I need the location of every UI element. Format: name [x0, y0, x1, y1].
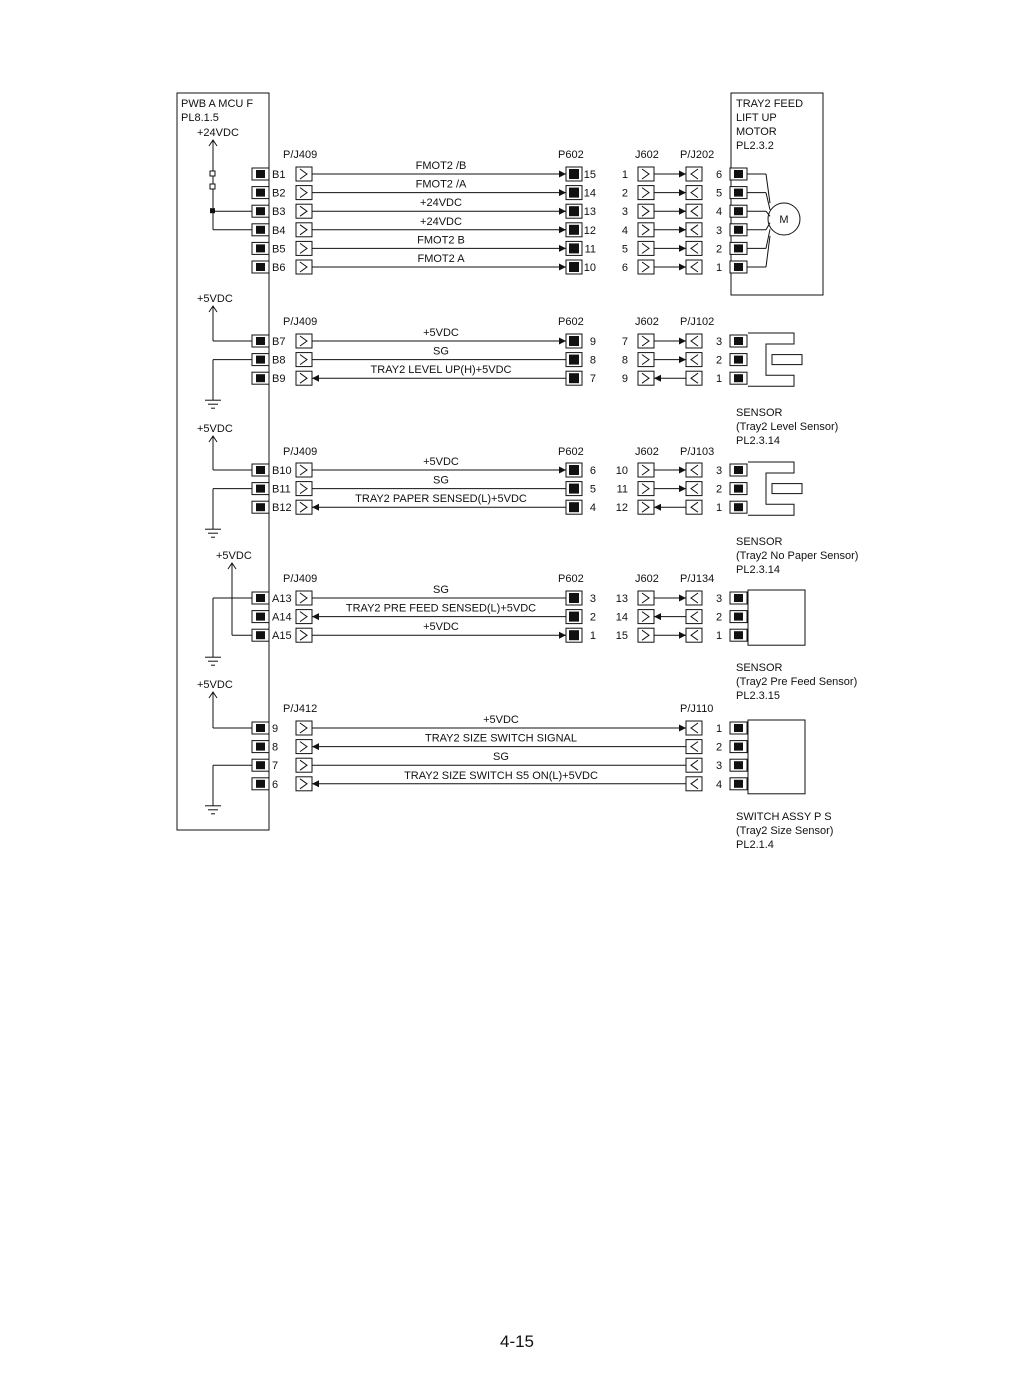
- board-pin: [256, 374, 265, 382]
- connector-right-0-1: [686, 186, 702, 200]
- p602-pin: 12: [583, 224, 596, 237]
- conn-right-label: P/J110: [680, 703, 714, 715]
- device-pin: [734, 743, 743, 751]
- j602-pin: 3: [621, 206, 628, 219]
- device-label-line: PL2.3.2: [736, 140, 774, 152]
- p602-pin: 7: [589, 373, 596, 386]
- board-pin: [256, 631, 265, 639]
- connector-right-2-0: [686, 463, 702, 477]
- conn-j-label: J602: [635, 573, 659, 585]
- device-label-line: SENSOR: [736, 662, 783, 675]
- right-pin-num: 3: [716, 465, 723, 477]
- device-label-line: PL2.3.15: [736, 690, 781, 703]
- signal-label: TRAY2 SIZE SWITCH S5 ON(L)+5VDC: [404, 769, 598, 782]
- conn-right-label: P/J102: [680, 316, 715, 328]
- connector-left-4-0: [296, 721, 312, 735]
- arrow-right-icon: [679, 467, 686, 474]
- right-pin-num: 3: [716, 760, 723, 773]
- motor-symbol: M: [779, 214, 789, 226]
- device-label-line: SENSOR: [736, 407, 783, 420]
- junction-dot: [210, 208, 215, 213]
- right-pin-num: 3: [716, 336, 723, 348]
- fuse-icon: [210, 171, 215, 176]
- signal-label: TRAY2 PAPER SENSED(L)+5VDC: [355, 493, 527, 506]
- connector-left-1-1: [638, 353, 654, 367]
- device-pin: [734, 356, 743, 364]
- device-label-line: MOTOR: [736, 126, 777, 138]
- board-pin: [256, 761, 265, 769]
- connector-right-0-0: [686, 167, 702, 181]
- arrow-right-icon: [679, 264, 686, 271]
- board-pin: [256, 263, 265, 271]
- pin-block: [569, 612, 579, 622]
- conn-j-label: J602: [635, 149, 659, 161]
- connector-left-3-2: [638, 628, 654, 642]
- device-pin: [734, 724, 743, 732]
- signal-label: FMOT2 /A: [415, 178, 467, 191]
- connector-right-1-1: [686, 353, 702, 367]
- pin-label: B8: [272, 354, 286, 367]
- board-ref: PL8.1.5: [181, 112, 219, 124]
- connector-left-2-0: [638, 463, 654, 477]
- arrow-left-icon: [312, 613, 319, 620]
- arrow-right-icon: [679, 725, 686, 732]
- right-pin-num: 1: [716, 373, 723, 386]
- conn-mid-label: P602: [558, 316, 584, 328]
- pin-label: 7: [272, 760, 279, 773]
- connector-left-0-2: [296, 204, 312, 218]
- pin-label: B4: [272, 224, 286, 237]
- connector-left-2-1: [296, 482, 312, 496]
- signal-label: +24VDC: [420, 215, 462, 228]
- device-pin: [734, 170, 743, 178]
- p602-pin: 11: [584, 243, 596, 256]
- p602-pin: 13: [583, 206, 596, 219]
- signal-label: TRAY2 PRE FEED SENSED(L)+5VDC: [345, 602, 537, 615]
- arrow-right-icon: [679, 171, 686, 178]
- j602-pin: 6: [621, 262, 628, 274]
- connector-right-0-4: [686, 241, 702, 255]
- supply-label: +5VDC: [216, 550, 252, 562]
- pin-label: B3: [272, 206, 286, 219]
- board-pin: [256, 170, 265, 178]
- right-pin-num: 2: [716, 741, 723, 754]
- j602-pin: 15: [615, 630, 628, 643]
- j602-pin: 14: [615, 611, 628, 624]
- right-pin-num: 2: [716, 354, 723, 367]
- connector-left-4-2: [296, 758, 312, 772]
- connector-right-2-2: [686, 500, 702, 514]
- pin-label: A13: [272, 593, 292, 605]
- sensor-slot: [772, 355, 802, 365]
- connector-left-0-4: [296, 241, 312, 255]
- pin-block: [569, 355, 579, 365]
- right-pin-num: 3: [716, 224, 723, 237]
- connector-left-3-1: [638, 610, 654, 624]
- pin-label: A15: [272, 630, 292, 643]
- sensor-slot: [772, 484, 802, 494]
- arrow-left-icon: [654, 375, 661, 382]
- connector-left-0-0: [296, 167, 312, 181]
- connector-left-1-1: [296, 353, 312, 367]
- connector-left-1-0: [296, 334, 312, 348]
- connector-left-2-1: [638, 482, 654, 496]
- p602-pin: 3: [589, 593, 596, 605]
- connector-left-4-3: [296, 777, 312, 791]
- arrow-right-icon: [559, 264, 566, 271]
- signal-label: FMOT2 A: [417, 253, 465, 265]
- board-pin: [256, 226, 265, 234]
- signal-label: +5VDC: [423, 621, 459, 634]
- connector-left-2-0: [296, 463, 312, 477]
- j602-pin: 10: [615, 465, 628, 477]
- pin-block: [569, 225, 579, 235]
- right-pin-num: 1: [716, 723, 723, 735]
- device-pin: [734, 780, 743, 788]
- connector-left-1-2: [638, 371, 654, 385]
- arrow-right-icon: [559, 189, 566, 196]
- pin-block: [569, 243, 579, 253]
- p602-pin: 6: [589, 465, 596, 477]
- pin-block: [569, 630, 579, 640]
- pin-block: [569, 262, 579, 272]
- p602-pin: 4: [589, 502, 596, 515]
- arrow-right-icon: [559, 338, 566, 345]
- arrow-left-icon: [312, 743, 319, 750]
- connector-right-0-3: [686, 223, 702, 237]
- device-body: [748, 720, 805, 794]
- conn-j-label: J602: [635, 316, 659, 328]
- connector-left-0-5: [638, 260, 654, 274]
- j602-pin: 1: [621, 169, 628, 181]
- pin-block: [569, 336, 579, 346]
- conn-left-label: P/J409: [283, 446, 318, 458]
- signal-label: TRAY2 LEVEL UP(H)+5VDC: [370, 364, 512, 377]
- conn-mid-label: P602: [558, 149, 584, 161]
- board-pin: [256, 743, 265, 751]
- conn-left-label: P/J409: [283, 573, 318, 585]
- pin-block: [569, 593, 579, 603]
- j602-pin: 2: [621, 187, 628, 200]
- connector-right-4-3: [686, 777, 702, 791]
- device-pin: [734, 244, 743, 252]
- supply-label: +24VDC: [197, 127, 239, 139]
- device-pin: [734, 594, 743, 602]
- j602-pin: 7: [621, 336, 628, 348]
- connector-left-0-5: [296, 260, 312, 274]
- device-pin: [734, 613, 743, 621]
- pin-label: B11: [272, 483, 291, 496]
- connector-right-4-2: [686, 758, 702, 772]
- arrow-right-icon: [559, 632, 566, 639]
- p602-pin: 8: [589, 354, 596, 367]
- right-pin-num: 4: [716, 206, 723, 219]
- device-pin: [734, 503, 743, 511]
- device-pin: [734, 263, 743, 271]
- right-pin-num: 2: [716, 243, 723, 256]
- j602-pin: 5: [621, 243, 628, 256]
- arrow-right-icon: [679, 226, 686, 233]
- right-pin-num: 1: [716, 630, 723, 643]
- pin-label: B1: [272, 169, 286, 181]
- pin-label: B5: [272, 243, 286, 256]
- connector-right-4-1: [686, 740, 702, 754]
- conn-mid-label: P602: [558, 446, 584, 458]
- pin-label: 6: [272, 778, 279, 791]
- arrow-right-icon: [679, 632, 686, 639]
- right-pin-num: 4: [716, 778, 723, 791]
- signal-label: +5VDC: [483, 714, 519, 726]
- conn-right-label: P/J202: [680, 149, 715, 161]
- signal-label: SG: [433, 584, 449, 596]
- connector-right-4-0: [686, 721, 702, 735]
- supply-label: +5VDC: [197, 423, 233, 435]
- pin-label: B7: [272, 336, 286, 348]
- conn-left-label: P/J412: [283, 703, 318, 715]
- supply-label: +5VDC: [197, 679, 233, 691]
- signal-label: SG: [493, 751, 509, 764]
- arrow-left-icon: [312, 780, 319, 787]
- j602-pin: 12: [615, 502, 628, 515]
- j602-pin: 8: [621, 354, 628, 367]
- arrow-right-icon: [559, 467, 566, 474]
- arrow-right-icon: [679, 356, 686, 363]
- arrow-right-icon: [559, 245, 566, 252]
- right-pin-num: 2: [716, 611, 723, 624]
- j602-pin: 13: [615, 593, 628, 605]
- signal-label: SG: [433, 474, 449, 487]
- pin-block: [569, 373, 579, 383]
- board-pin: [256, 466, 265, 474]
- board-pin: [256, 356, 265, 364]
- board-pin: [256, 594, 265, 602]
- pin-label: B12: [272, 502, 292, 515]
- arrow-left-icon: [654, 504, 661, 511]
- p602-pin: 14: [583, 187, 596, 200]
- connector-left-4-1: [296, 740, 312, 754]
- right-pin-num: 1: [716, 502, 723, 515]
- connector-left-1-2: [296, 371, 312, 385]
- connector-right-3-1: [686, 610, 702, 624]
- arrow-left-icon: [312, 504, 319, 511]
- device-label-line: TRAY2 FEED: [736, 98, 804, 110]
- connector-left-3-0: [638, 591, 654, 605]
- pin-block: [569, 206, 579, 216]
- device-pin: [734, 485, 743, 493]
- board-pin: [256, 337, 265, 345]
- board-pin: [256, 189, 265, 197]
- arrow-right-icon: [679, 485, 686, 492]
- board-pin: [256, 613, 265, 621]
- arrow-right-icon: [679, 208, 686, 215]
- connector-left-2-2: [638, 500, 654, 514]
- signal-label: +5VDC: [423, 327, 459, 339]
- signal-label: +5VDC: [423, 456, 459, 468]
- connector-right-1-2: [686, 371, 702, 385]
- pin-label: B2: [272, 187, 286, 200]
- arrow-left-icon: [654, 613, 661, 620]
- right-pin-num: 5: [716, 187, 723, 200]
- arrow-right-icon: [559, 226, 566, 233]
- supply-label: +5VDC: [197, 293, 233, 305]
- pin-label: A14: [272, 611, 292, 624]
- device-pin: [734, 337, 743, 345]
- connector-left-0-0: [638, 167, 654, 181]
- j602-pin: 4: [621, 224, 628, 237]
- pin-block: [569, 465, 579, 475]
- connector-left-3-1: [296, 610, 312, 624]
- connector-left-3-0: [296, 591, 312, 605]
- device-label-line: (Tray2 Pre Feed Sensor): [736, 676, 858, 689]
- arrow-right-icon: [679, 245, 686, 252]
- fuse-icon: [210, 184, 215, 189]
- signal-label: TRAY2 SIZE SWITCH SIGNAL: [425, 732, 577, 745]
- connector-left-0-1: [296, 186, 312, 200]
- device-pin: [734, 761, 743, 769]
- device-body: [748, 590, 805, 645]
- connector-left-1-0: [638, 334, 654, 348]
- board-title: PWB A MCU F: [181, 98, 254, 110]
- j602-pin: 11: [616, 483, 628, 496]
- conn-right-label: P/J103: [680, 446, 715, 458]
- connector-right-1-0: [686, 334, 702, 348]
- pin-label: B10: [272, 465, 292, 477]
- device-label-line: LIFT UP: [736, 112, 777, 124]
- arrow-right-icon: [679, 595, 686, 602]
- pin-block: [569, 484, 579, 494]
- arrow-right-icon: [559, 171, 566, 178]
- arrow-left-icon: [312, 375, 319, 382]
- connector-left-0-2: [638, 204, 654, 218]
- connector-left-3-2: [296, 628, 312, 642]
- device-pin: [734, 466, 743, 474]
- right-pin-num: 3: [716, 593, 723, 605]
- device-label-line: SENSOR: [736, 536, 783, 549]
- pin-label: 9: [272, 723, 279, 735]
- page-number: 4-15: [499, 1332, 535, 1351]
- p602-pin: 5: [589, 483, 596, 496]
- conn-j-label: J602: [635, 446, 659, 458]
- board-pin: [256, 503, 265, 511]
- signal-label: +24VDC: [420, 197, 462, 210]
- conn-left-label: P/J409: [283, 149, 318, 161]
- p602-pin: 10: [583, 262, 596, 274]
- device-pin: [734, 226, 743, 234]
- p602-pin: 15: [583, 169, 596, 181]
- device-label-line: SWITCH ASSY P S: [736, 810, 832, 823]
- device-pin: [734, 631, 743, 639]
- device-label-line: PL2.1.4: [736, 838, 774, 851]
- conn-mid-label: P602: [558, 573, 584, 585]
- right-pin-num: 6: [716, 169, 723, 181]
- pin-block: [569, 502, 579, 512]
- arrow-right-icon: [679, 338, 686, 345]
- connector-right-0-5: [686, 260, 702, 274]
- arrow-right-icon: [559, 208, 566, 215]
- device-label-line: PL2.3.14: [736, 435, 781, 448]
- conn-left-label: P/J409: [283, 316, 318, 328]
- pin-label: B6: [272, 262, 286, 274]
- connector-right-3-0: [686, 591, 702, 605]
- p602-pin: 2: [589, 611, 596, 624]
- connector-left-0-4: [638, 241, 654, 255]
- connector-left-0-1: [638, 186, 654, 200]
- pin-block: [569, 188, 579, 198]
- pin-block: [569, 169, 579, 179]
- right-pin-num: 2: [716, 483, 723, 496]
- connector-left-2-2: [296, 500, 312, 514]
- device-label-line: PL2.3.14: [736, 564, 781, 577]
- device-pin: [734, 207, 743, 215]
- connector-right-3-2: [686, 628, 702, 642]
- signal-label: FMOT2 B: [417, 234, 465, 247]
- board-pin: [256, 244, 265, 252]
- arrow-right-icon: [679, 189, 686, 196]
- signal-label: SG: [433, 345, 449, 358]
- board-pin: [256, 780, 265, 788]
- pin-label: 8: [272, 741, 279, 754]
- device-label-line: (Tray2 Level Sensor): [736, 421, 839, 434]
- board-outline: [177, 93, 269, 830]
- board-pin: [256, 724, 265, 732]
- device-label-line: (Tray2 Size Sensor): [736, 824, 834, 837]
- p602-pin: 1: [589, 630, 596, 643]
- right-pin-num: 1: [716, 262, 723, 274]
- j602-pin: 9: [621, 373, 628, 386]
- connector-left-0-3: [638, 223, 654, 237]
- device-pin: [734, 189, 743, 197]
- pin-label: B9: [272, 373, 286, 386]
- board-pin: [256, 207, 265, 215]
- connector-right-0-2: [686, 204, 702, 218]
- board-pin: [256, 485, 265, 493]
- device-label-line: (Tray2 No Paper Sensor): [736, 550, 859, 563]
- p602-pin: 9: [589, 336, 596, 348]
- connector-left-0-3: [296, 223, 312, 237]
- signal-label: FMOT2 /B: [415, 160, 467, 172]
- connector-right-2-1: [686, 482, 702, 496]
- device-pin: [734, 374, 743, 382]
- conn-right-label: P/J134: [680, 573, 715, 585]
